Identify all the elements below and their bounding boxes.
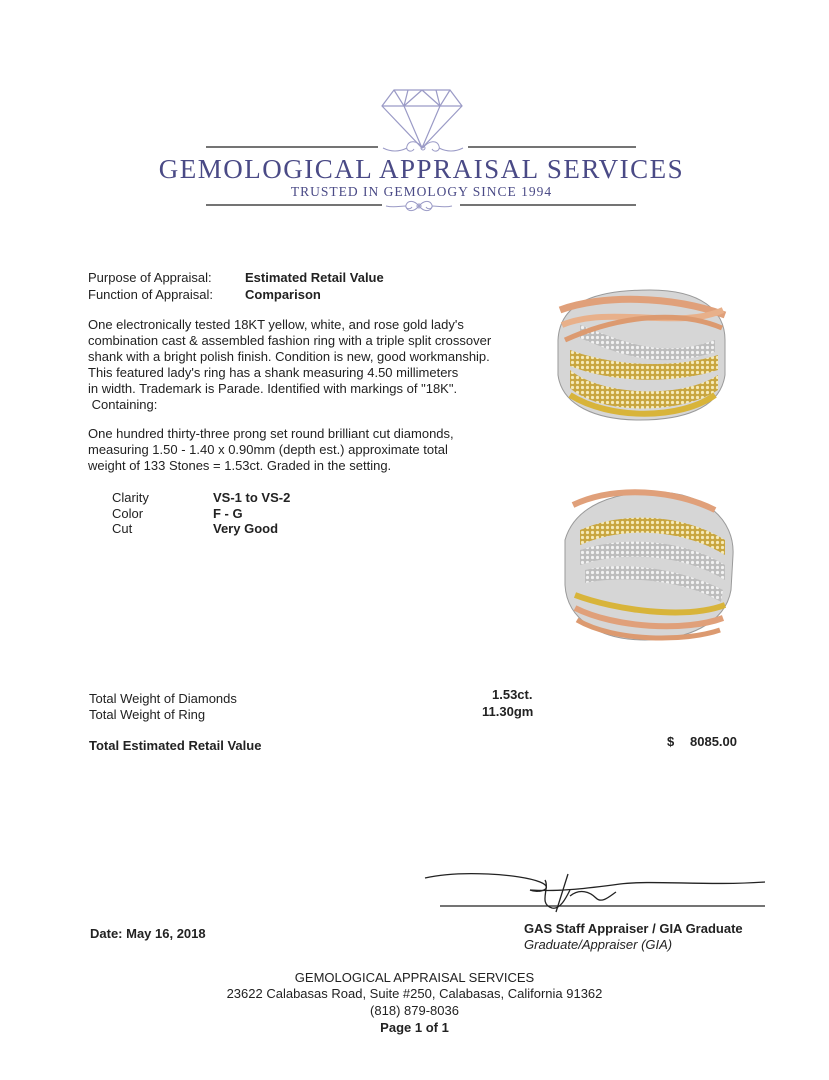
page-number: Page 1 of 1	[380, 1020, 449, 1035]
description-line: Containing:	[88, 397, 158, 412]
grade-label: Color	[112, 506, 144, 521]
description-line: This featured lady's ring has a shank measuring 4.50 millimeters	[88, 365, 459, 380]
footer-phone: (818) 879-8036	[370, 1003, 459, 1018]
retail-value: 8085.00	[690, 734, 737, 749]
company-name: GEMOLOGICAL APPRAISAL SERVICES	[158, 154, 685, 184]
diamond-line: measuring 1.50 - 1.40 x 0.90mm (depth est.) approximate total	[88, 442, 448, 457]
grade-cut	[112, 521, 278, 536]
grade-clarity	[112, 490, 290, 505]
function-row	[88, 287, 321, 302]
diamond-description	[88, 426, 528, 474]
footer-company: GEMOLOGICAL APPRAISAL SERVICES	[294, 970, 535, 985]
description-line: One electronically tested 18KT yellow, white, and rose gold lady's	[88, 317, 464, 332]
description-line: in width. Trademark is Parade. Identified with markings of "18K".	[88, 381, 458, 396]
footer-address: 23622 Calabasas Road, Suite #250, Calabasas, California 91362	[226, 986, 603, 1001]
diamond-line: weight of 133 Stones = 1.53ct. Graded in the setting.	[88, 458, 392, 473]
purpose-value: Estimated Retail Value	[245, 270, 384, 285]
function-value: Comparison	[245, 287, 321, 302]
logo	[0, 0, 829, 230]
diamond-line: One hundred thirty-three prong set round brilliant cut diamonds,	[88, 426, 454, 441]
ring-photo-bottom	[545, 480, 745, 650]
rule-top	[206, 145, 636, 149]
ring-photo-top	[540, 270, 740, 430]
grade-value: F - G	[213, 506, 243, 521]
signature-image	[420, 868, 770, 918]
total-diamond-weight-value: 1.53ct.	[492, 687, 533, 702]
total-retail-label: Total Estimated Retail Value	[89, 738, 262, 753]
total-ring-weight-label: Total Weight of Ring	[89, 707, 206, 722]
grade-label: Cut	[112, 521, 133, 536]
total-diamond-weight-label: Total Weight of Diamonds	[89, 691, 237, 706]
appraisal-date: Date: May 16, 2018	[90, 926, 206, 941]
total-ring-weight-value: 11.30gm	[482, 704, 534, 719]
appraiser-title: GAS Staff Appraiser / GIA Graduate	[524, 921, 743, 936]
tagline: TRUSTED IN GEMOLOGY SINCE 1994	[290, 184, 553, 199]
function-label: Function of Appraisal:	[88, 287, 214, 302]
grade-value: VS-1 to VS-2	[213, 490, 291, 505]
purpose-row	[88, 270, 384, 285]
retail-currency: $	[667, 734, 675, 749]
appraiser-subtitle: Graduate/Appraiser (GIA)	[524, 937, 673, 952]
grade-value: Very Good	[213, 521, 279, 536]
description-line: shank with a bright polish finish. Condition is new, good workmanship.	[88, 349, 490, 364]
ornament-bottom	[382, 196, 456, 216]
grade-color	[112, 506, 243, 521]
description-line: combination cast & assembled fashion ring with a triple split crossover	[88, 333, 492, 348]
grade-label: Clarity	[112, 490, 149, 505]
purpose-label: Purpose of Appraisal:	[88, 270, 212, 285]
ring-description	[88, 317, 528, 413]
